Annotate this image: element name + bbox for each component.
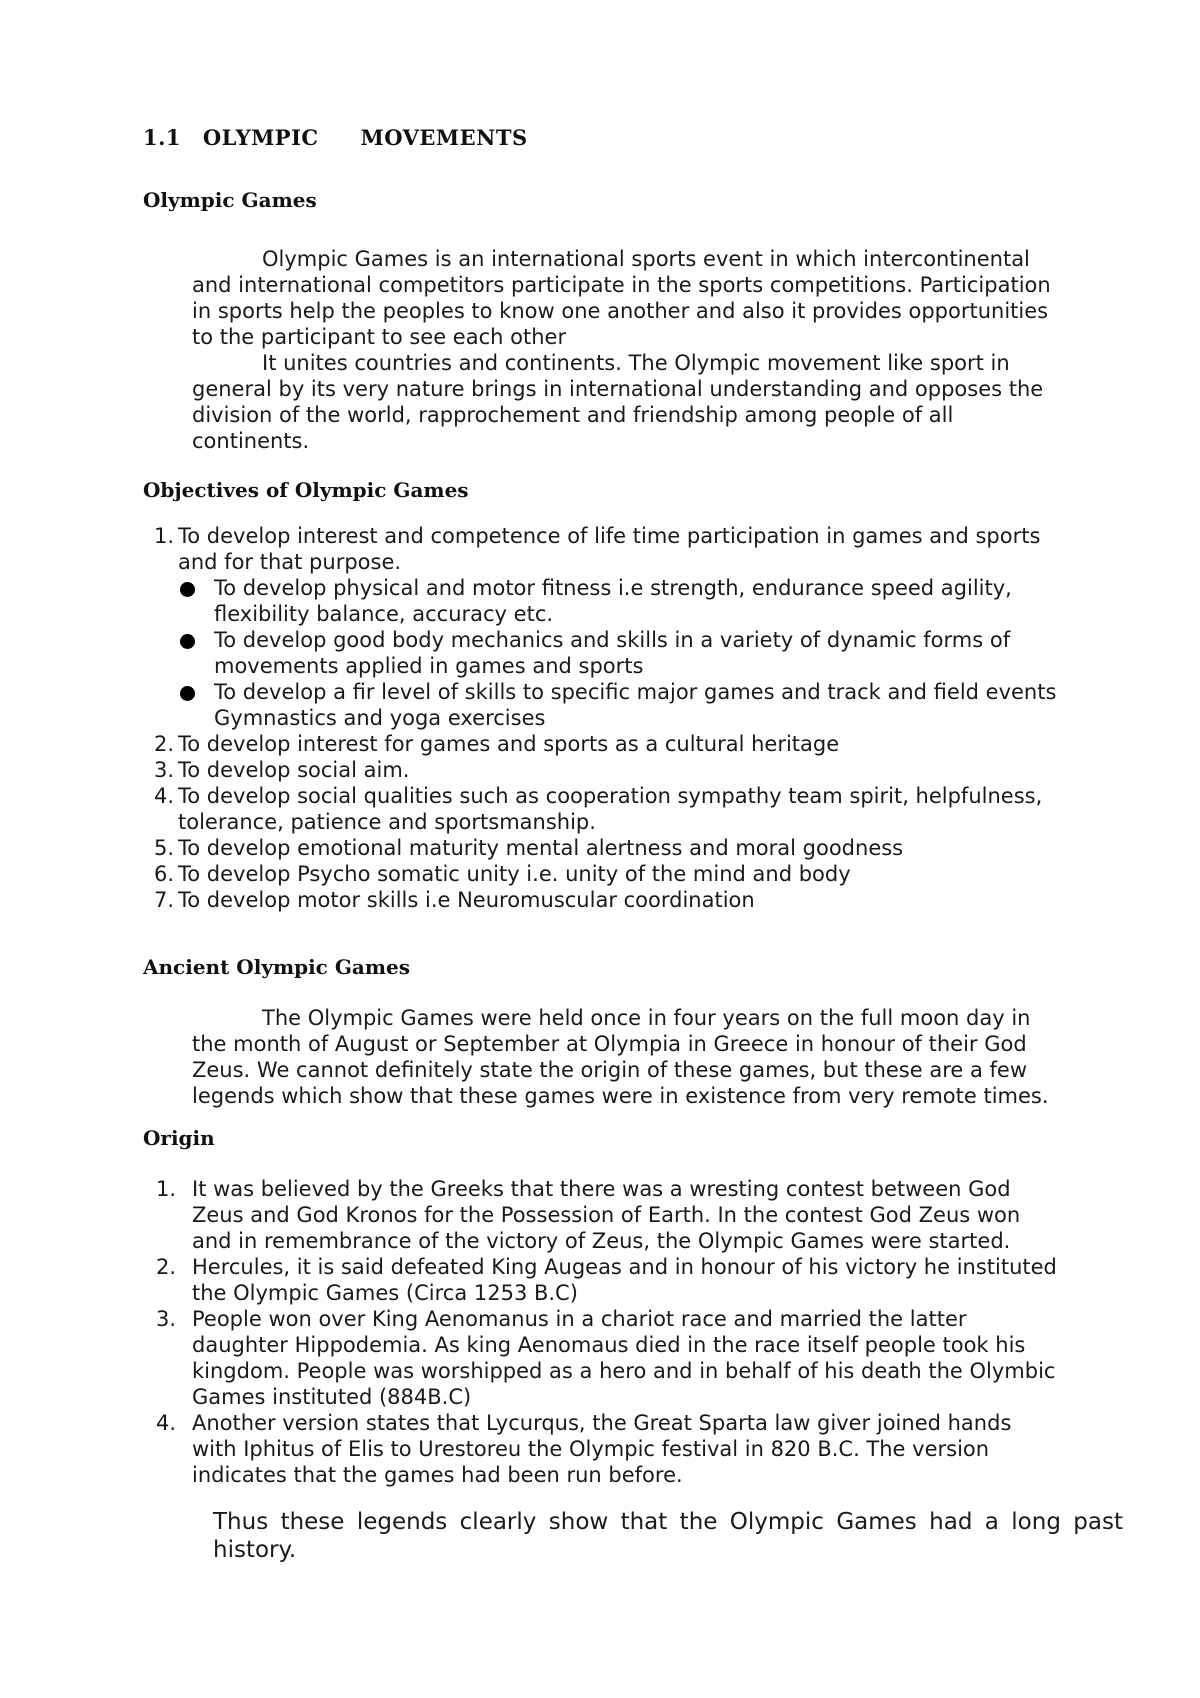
heading-objectives: Objectives of Olympic Games	[143, 478, 469, 502]
item-number: 2.	[156, 1255, 177, 1279]
text-line: division of the world, rapprochement and friendship among people of all	[192, 403, 954, 427]
text-line: It unites countries and continents. The Olympic movement like sport in	[262, 351, 1010, 375]
item-number: 6.	[154, 862, 175, 886]
list-item	[156, 1254, 1127, 1306]
text-line: To develop interest for games and sports as a cultural heritage	[178, 732, 840, 756]
text-line: It was believed by the Greeks that there was a wresting contest between God	[192, 1177, 1011, 1201]
item-number: 1.	[154, 524, 175, 548]
text-line: To develop interest and competence of life time participation in games and sports	[178, 524, 1041, 548]
olympic-games-paragraph	[192, 246, 1122, 454]
ancient-paragraph	[192, 1005, 1122, 1109]
text-line: To develop a fir level of skills to specific major games and track and field events	[214, 680, 1057, 704]
text-line: tolerance, patience and sportsmanship.	[178, 810, 596, 834]
text-line: To develop Psycho somatic unity i.e. unity of the mind and body	[178, 862, 851, 886]
text-line: to the participant to see each other	[192, 325, 567, 349]
closing-paragraph: Thus these legends clearly show that the Olympic Games had a long past history.	[213, 1509, 1123, 1563]
bullet-icon	[180, 634, 195, 649]
text-line: and in remembrance of the victory of Zeus, the Olympic Games were started.	[192, 1229, 1011, 1253]
objectives-list	[154, 523, 1128, 913]
text-line: Zeus. We cannot definitely state the origin of these games, but these are a few	[192, 1058, 1028, 1082]
list-item	[156, 1410, 1127, 1488]
bullet-icon	[180, 686, 195, 701]
item-number: 1.	[156, 1177, 177, 1201]
text-line: with Iphitus of Elis to Urestoreu the Olympic festival in 820 B.C. The version	[192, 1437, 990, 1461]
text-line: To develop social qualities such as cooperation sympathy team spirit, helpfulness,	[178, 784, 1043, 808]
origin-list	[156, 1176, 1127, 1488]
heading-ancient-olympic-games: Ancient Olympic Games	[143, 955, 411, 979]
text-line: general by its very nature brings in international understanding and opposes the	[192, 377, 1044, 401]
text-line: daughter Hippodemia. As king Aenomaus died in the race itself people took his	[192, 1333, 1026, 1357]
bullet-item	[178, 679, 1128, 731]
text-line: Olympic Games is an international sports event in which intercontinental	[262, 247, 1030, 271]
text-line: the month of August or September at Olympia in Greece in honour of their God	[192, 1032, 1027, 1056]
bullet-icon	[180, 582, 195, 597]
text-line: Another version states that Lycurqus, the Great Sparta law giver joined hands	[192, 1411, 1012, 1435]
text-line: To develop good body mechanics and skills in a variety of dynamic forms of	[214, 628, 1011, 652]
list-item	[154, 835, 1128, 861]
bullet-list	[178, 575, 1128, 731]
title-word-2: MOVEMENTS	[360, 125, 528, 150]
text-line: movements applied in games and sports	[214, 654, 644, 678]
bullet-item	[178, 627, 1128, 679]
text-line: in sports help the peoples to know one another and also it provides opportunities	[192, 299, 1049, 323]
text-line: Gymnastics and yoga exercises	[214, 706, 546, 730]
page-title	[143, 125, 528, 150]
list-item	[154, 757, 1128, 783]
text-line: and for that purpose.	[178, 550, 402, 574]
item-number: 7.	[154, 888, 175, 912]
item-number: 3.	[154, 758, 175, 782]
list-item	[154, 887, 1128, 913]
item-number: 5.	[154, 836, 175, 860]
list-item	[156, 1306, 1127, 1410]
title-word-1: OLYMPIC	[202, 125, 319, 150]
heading-origin: Origin	[143, 1126, 215, 1150]
list-item	[154, 783, 1128, 835]
text-line: Games instituted (884B.C)	[192, 1385, 472, 1409]
text-line: To develop motor skills i.e Neuromuscular coordination	[178, 888, 755, 912]
list-item	[156, 1176, 1127, 1254]
list-item	[154, 523, 1128, 731]
text-line: the Olympic Games (Circa 1253 B.C)	[192, 1281, 578, 1305]
text-line: To develop physical and motor fitness i.e strength, endurance speed agility,	[214, 576, 1012, 600]
text-line: indicates that the games had been run before.	[192, 1463, 683, 1487]
section-number: 1.1	[143, 125, 182, 150]
text-line: People won over King Aenomanus in a chariot race and married the latter	[192, 1307, 967, 1331]
heading-olympic-games: Olympic Games	[143, 188, 317, 212]
item-number: 3.	[156, 1307, 177, 1331]
text-line: The Olympic Games were held once in four years on the full moon day in	[262, 1006, 1031, 1030]
text-line: kingdom. People was worshipped as a hero and in behalf of his death the Olymbic	[192, 1359, 1056, 1383]
text-line: flexibility balance, accuracy etc.	[214, 602, 554, 626]
item-number: 4.	[156, 1411, 177, 1435]
item-number: 2.	[154, 732, 175, 756]
list-item	[154, 861, 1128, 887]
text-line: continents.	[192, 429, 310, 453]
text-line: Zeus and God Kronos for the Possession of Earth. In the contest God Zeus won	[192, 1203, 1021, 1227]
text-line: legends which show that these games were in existence from very remote times.	[192, 1084, 1049, 1108]
text-line: To develop emotional maturity mental alertness and moral goodness	[178, 836, 904, 860]
bullet-item	[178, 575, 1128, 627]
item-number: 4.	[154, 784, 175, 808]
list-item	[154, 731, 1128, 757]
text-line: Hercules, it is said defeated King Augeas and in honour of his victory he instituted	[192, 1255, 1057, 1279]
text-line: To develop social aim.	[178, 758, 410, 782]
text-line: and international competitors participate in the sports competitions. Participation	[192, 273, 1051, 297]
